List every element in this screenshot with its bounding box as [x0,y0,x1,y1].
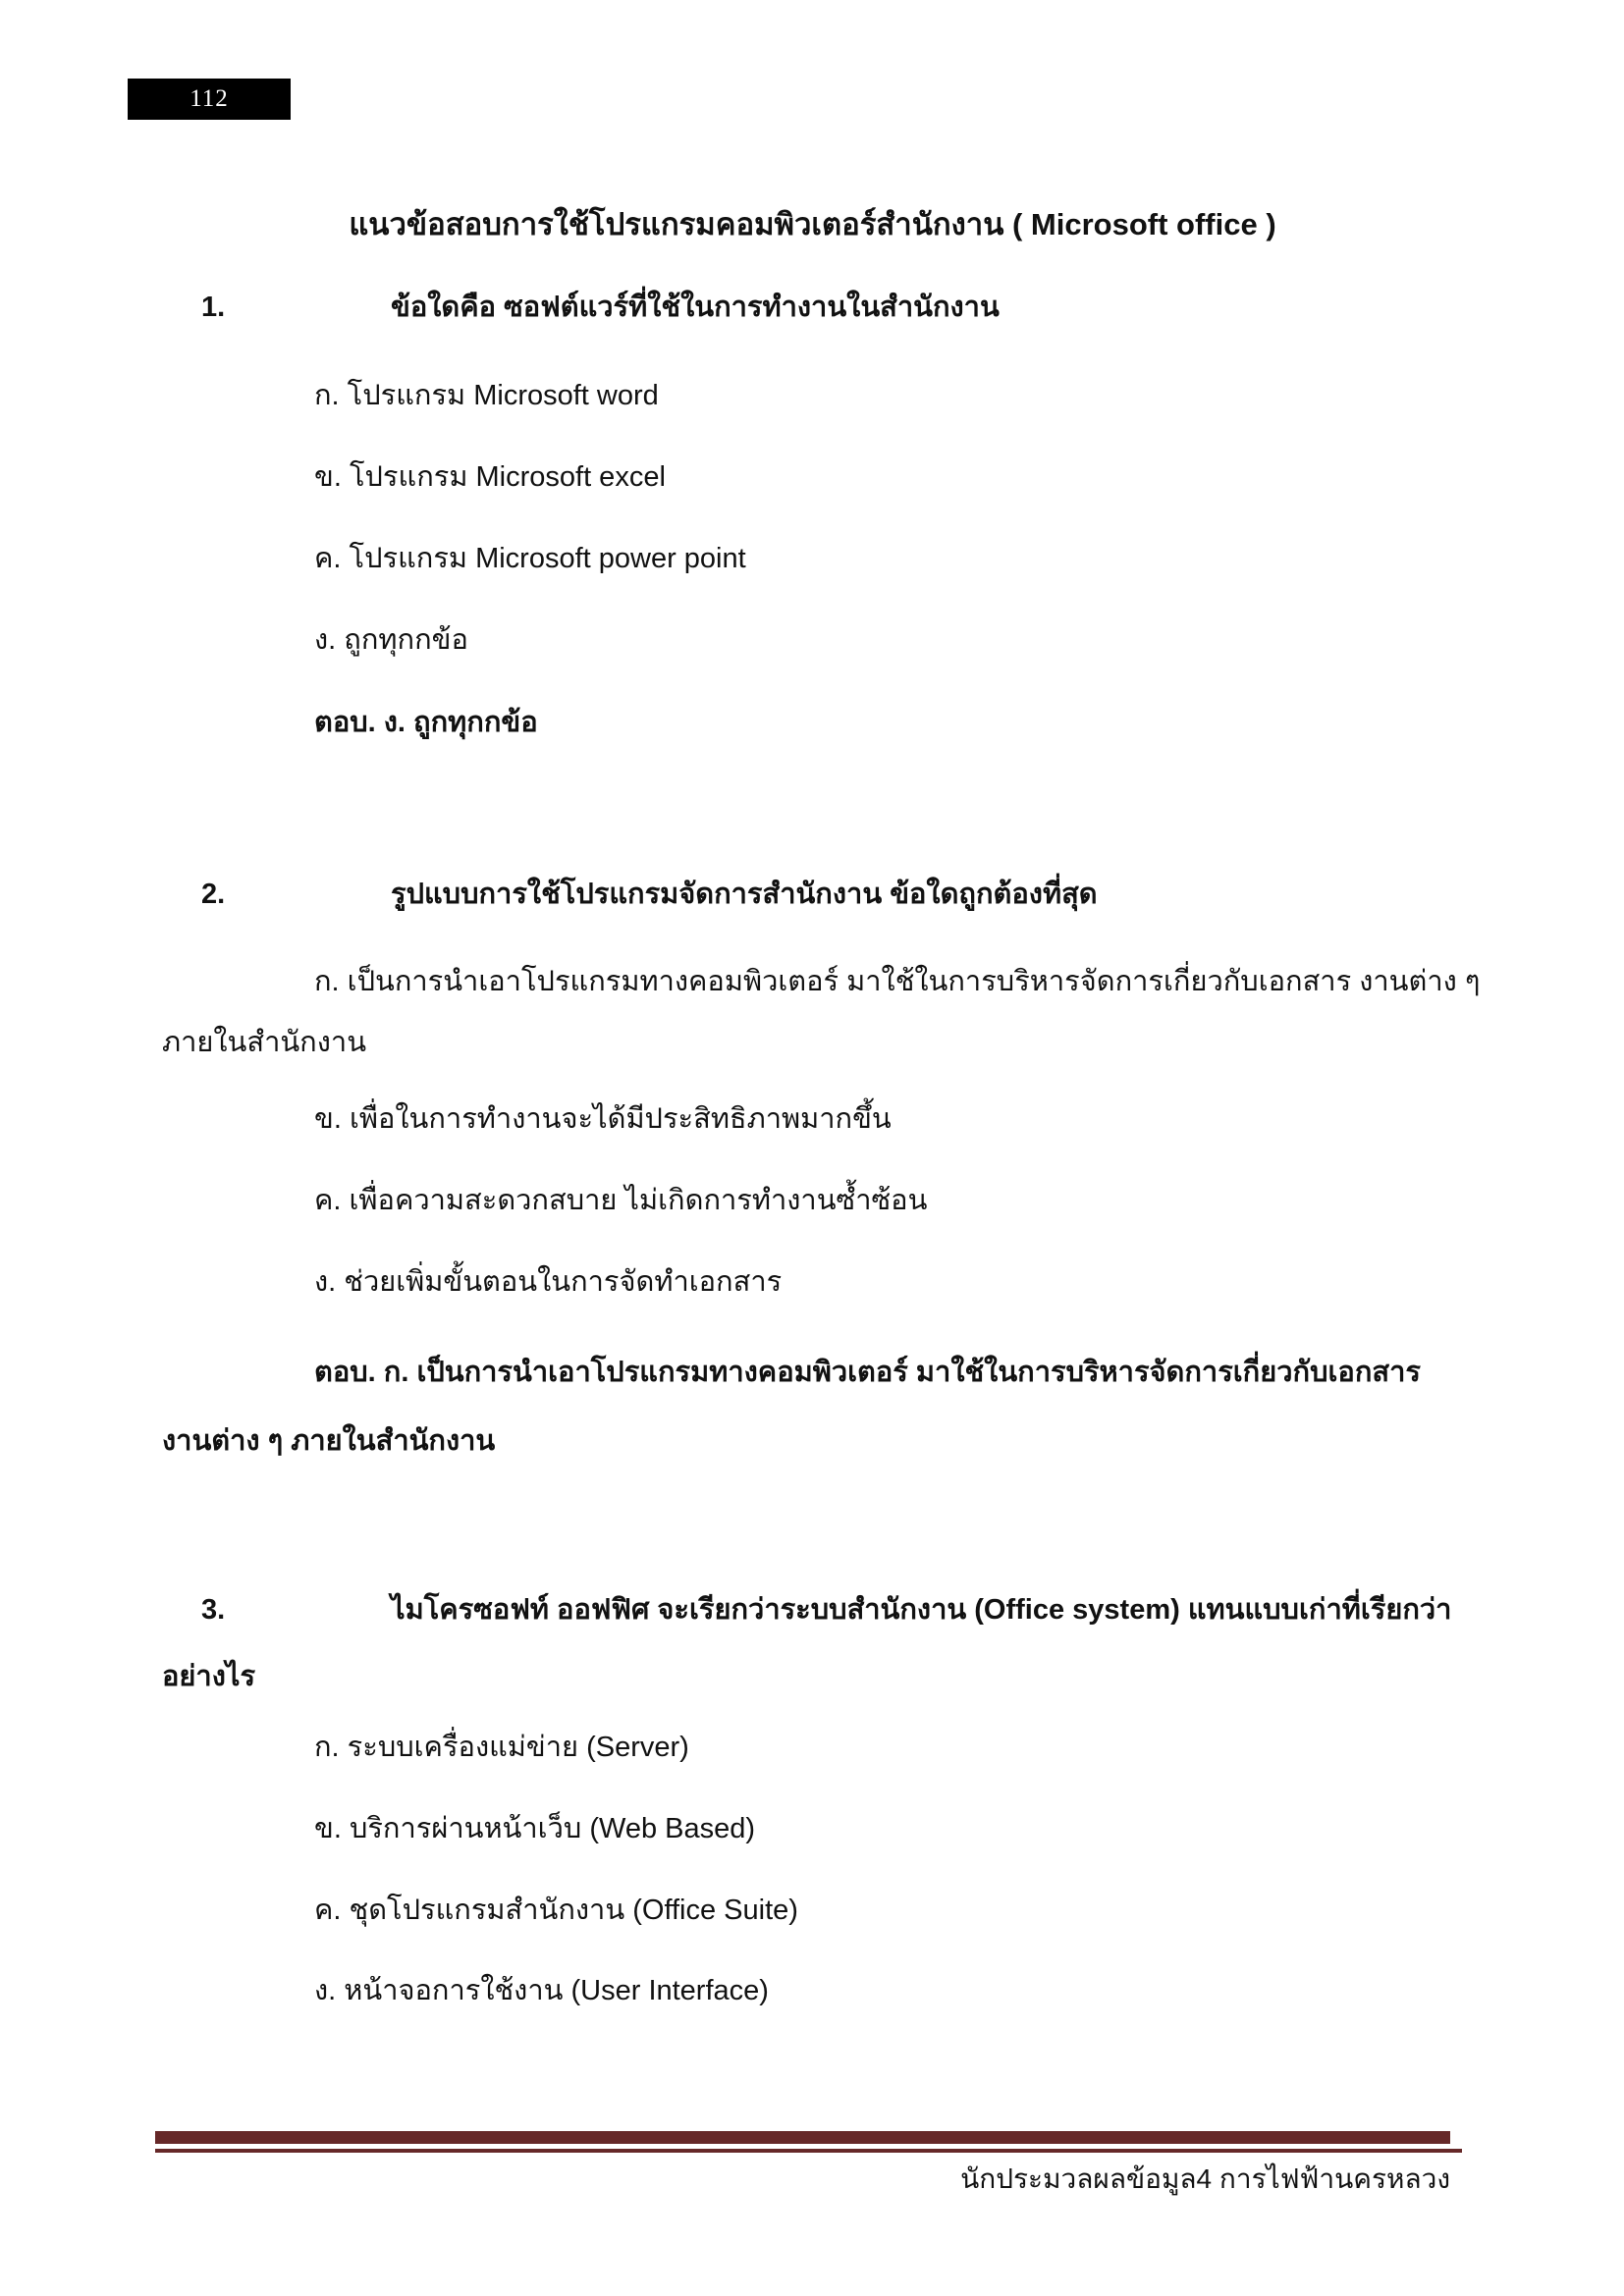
question-3-option-d: ง. หน้าจอการใช้งาน (User Interface) [314,1975,769,2006]
question-2-option-b: ข. เพื่อในการทำงานจะได้มีประสิทธิภาพมากขึ้น [314,1103,892,1135]
question-1-answer: ตอบ. ง. ถูกทุกกข้อ [314,707,538,738]
question-3-text-line-2: อย่างไร [162,1661,256,1692]
document-title: แนวข้อสอบการใช้โปรแกรมคอมพิวเตอร์สำนักงาน ( Microsoft office ) [349,207,1276,241]
question-1-option-c: ค. โปรแกรม Microsoft power point [314,543,746,574]
page-number-badge [128,79,291,120]
question-1-option-a: ก. โปรแกรม Microsoft word [314,380,659,411]
question-2-number: 2. [201,879,226,910]
footer-text: นักประมวลผลข้อมูล4 การไฟฟ้านครหลวง [960,2163,1450,2194]
question-2-answer-line-1: ตอบ. ก. เป็นการนำเอาโปรแกรมทางคอมพิวเตอร์ มาใช้ในการบริหารจัดการเกี่ยวกับเอกสาร [314,1357,1421,1388]
question-2-option-c: ค. เพื่อความสะดวกสบาย ไม่เกิดการทำงานซ้ำซ้อน [314,1185,928,1216]
question-2-text: รูปแบบการใช้โปรแกรมจัดการสำนักงาน ข้อใดถูกต้องที่สุด [391,879,1098,910]
footer-rule-thin [155,2149,1462,2153]
page-number: 112 [189,85,229,112]
question-2-answer-line-2: งานต่าง ๆ ภายในสำนักงาน [162,1425,496,1457]
question-3-option-c: ค. ชุดโปรแกรมสำนักงาน (Office Suite) [314,1895,798,1926]
question-3-number: 3. [201,1594,226,1626]
question-2-option-d: ง. ช่วยเพิ่มขั้นตอนในการจัดทำเอกสาร [314,1266,783,1298]
footer-rule-thick [155,2131,1450,2144]
question-1-option-d: ง. ถูกทุกกข้อ [314,624,468,656]
question-2-option-a-line-1: ก. เป็นการนำเอาโปรแกรมทางคอมพิวเตอร์ มาใช้ในการบริหารจัดการเกี่ยวกับเอกสาร งานต่าง ๆ [314,966,1481,997]
question-1-number: 1. [201,292,226,323]
question-3-option-b: ข. บริการผ่านหน้าเว็บ (Web Based) [314,1813,756,1844]
question-1-text: ข้อใดคือ ซอฟต์แวร์ที่ใช้ในการทำงานในสำนักงาน [391,292,1000,323]
question-3-text-line-1: ไมโครซอฟท์ ออฟฟิศ จะเรียกว่าระบบสำนักงาน (Office system) แทนแบบเก่าที่เรียกว่า [391,1594,1452,1626]
question-3-option-a: ก. ระบบเครื่องแม่ข่าย (Server) [314,1732,689,1763]
question-1-option-b: ข. โปรแกรม Microsoft excel [314,461,666,493]
question-2-option-a-line-2: ภายในสำนักงาน [162,1027,367,1058]
